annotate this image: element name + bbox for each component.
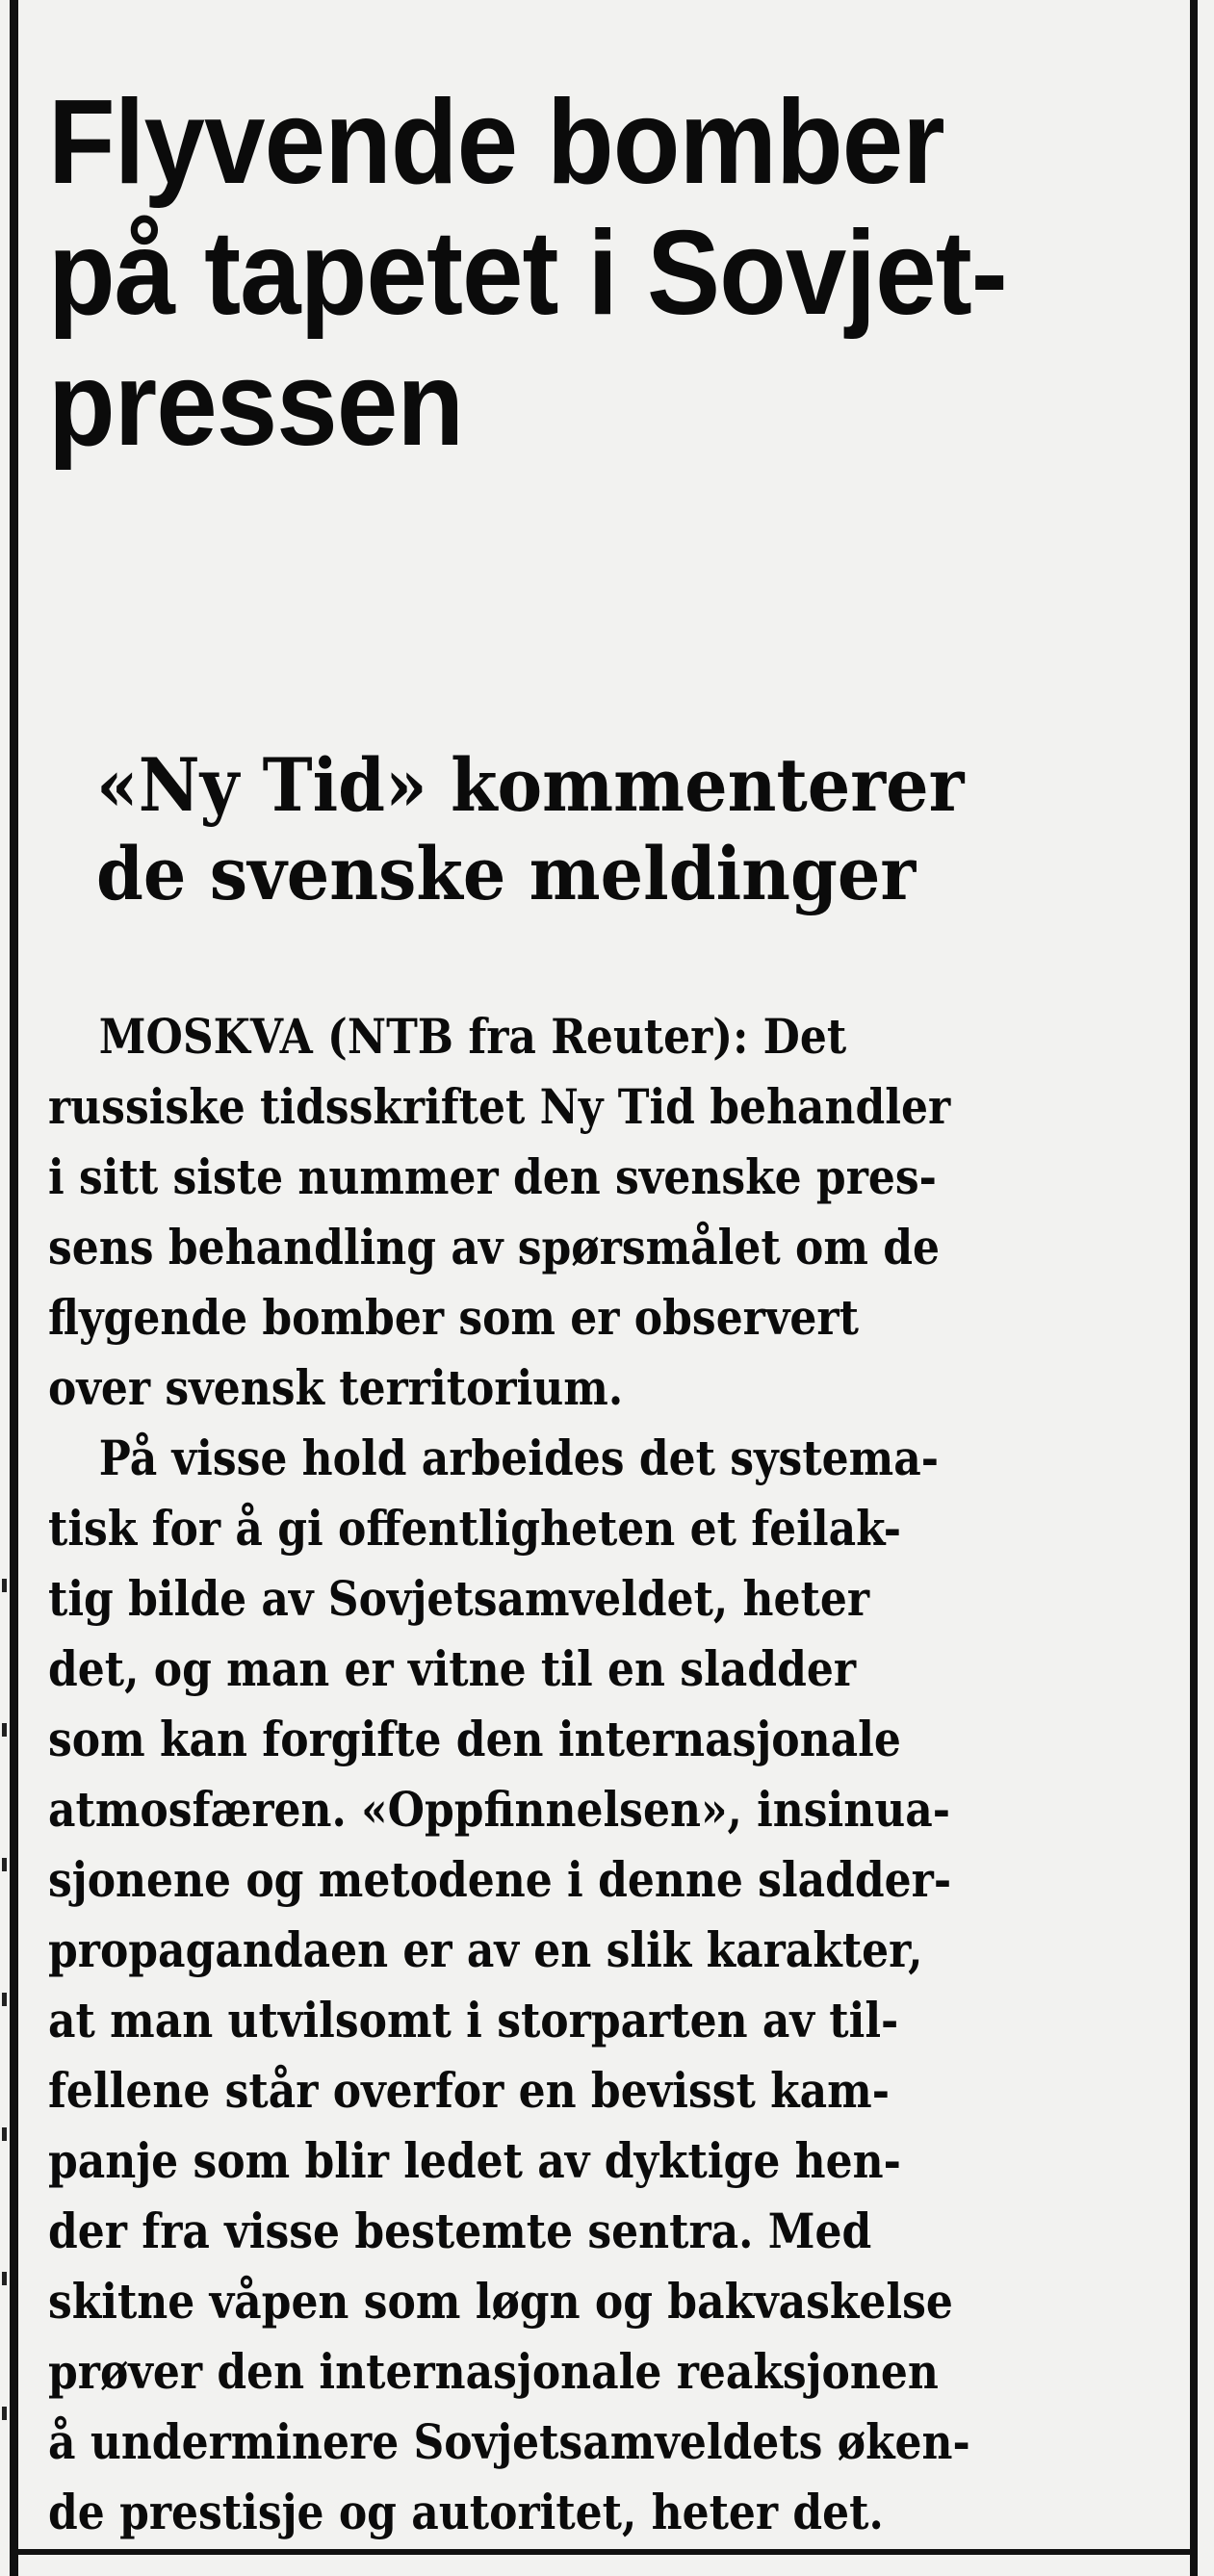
column-rule-left (10, 0, 18, 2576)
body-line: prøver den internasjonale reaksjonen (48, 2343, 939, 2400)
subheadline (96, 741, 1098, 918)
body-line: MOSKVA (NTB fra Reuter): Det (98, 1008, 847, 1065)
bottom-rule (18, 2549, 1190, 2555)
body-line: skitne våpen som løgn og bakvaskelse (48, 2273, 953, 2330)
headline-line: på tapetet i Sovjet- (48, 207, 1007, 340)
body-line: at man utvilsomt i storparten av til- (48, 1992, 899, 2048)
paragraph-1 (48, 1001, 1047, 1423)
subheadline-line: «Ny Tid» kommenterer (96, 742, 965, 828)
article-body (48, 1001, 1047, 2547)
body-line: fellene står overfor en bevisst kam- (48, 2062, 890, 2119)
body-line: På visse hold arbeides det systema- (98, 1430, 939, 1486)
body-line: tig bilde av Sovjetsamveldet, heter (48, 1570, 870, 1627)
body-line: å underminere Sovjetsamveldets øken- (48, 2413, 970, 2470)
column-rule-right (1190, 0, 1198, 2576)
body-line: flygende bomber som er observert (48, 1289, 859, 1346)
body-line: over svensk territorium. (48, 1359, 624, 1416)
body-line: der fra visse bestemte sentra. Med (48, 2202, 872, 2259)
body-line: propagandaen er av en slik karakter, (48, 1921, 923, 1978)
body-line: sens behandling av spørsmålet om de (48, 1219, 941, 1275)
headline (48, 77, 1094, 470)
subheadline-line: de svenske meldinger (96, 831, 917, 916)
body-line: som kan forgifte den internasjonale (48, 1711, 901, 1767)
body-line: panje som blir ledet av dyktige hen- (48, 2132, 901, 2189)
headline-line: pressen (48, 338, 464, 471)
body-line: det, og man er vitne til en sladder (48, 1640, 857, 1697)
headline-line: Flyvende bomber (48, 76, 944, 209)
neighbor-column-edge (0, 1540, 10, 2503)
body-line: russiske tidsskriftet Ny Tid behandler (48, 1078, 951, 1135)
body-line: i sitt siste nummer den svenske pres- (48, 1148, 937, 1205)
body-line: atmosfæren. «Oppfinnelsen», insinua- (48, 1781, 951, 1838)
body-line: tisk for å gi offentligheten et feilak- (48, 1500, 902, 1557)
body-line: sjonene og metodene i denne sladder- (48, 1851, 952, 1908)
paragraph-2 (48, 1423, 1047, 2547)
body-line: de prestisje og autoritet, heter det. (48, 2484, 884, 2540)
